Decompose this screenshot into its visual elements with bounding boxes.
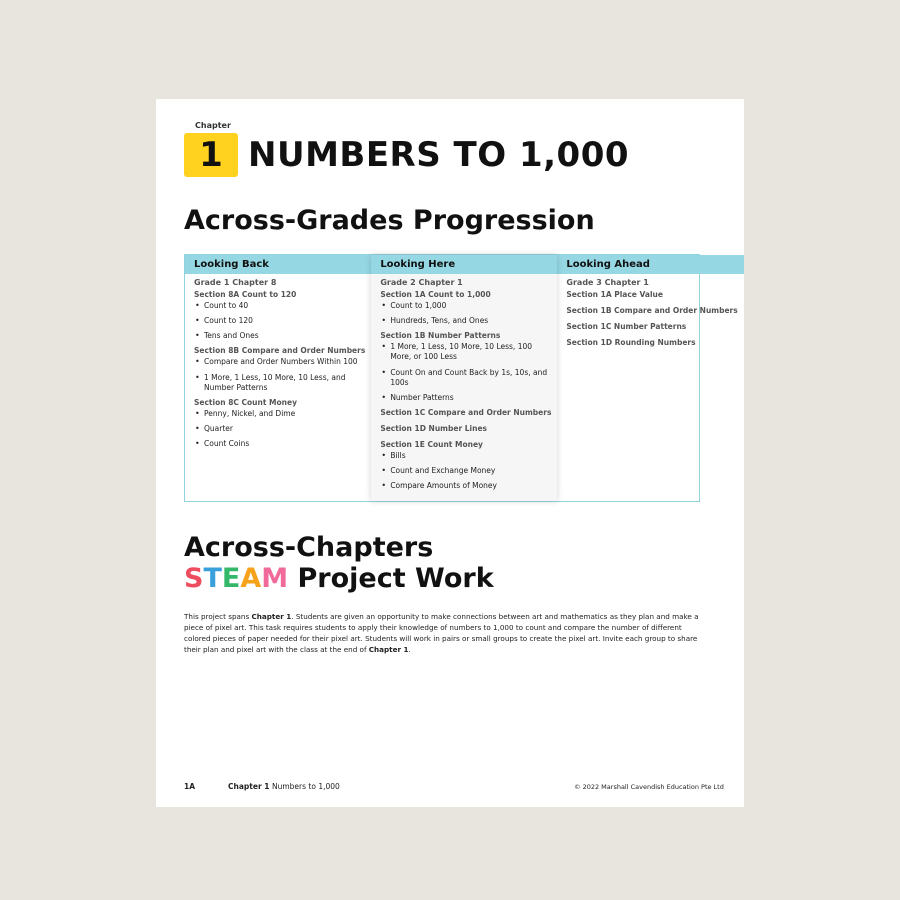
list-item: • Count to 1,000 [380, 301, 551, 311]
section-list [194, 301, 365, 341]
section-list [194, 409, 365, 449]
list-item: • Quarter [194, 424, 365, 434]
footer-page-number: 1A [184, 782, 196, 791]
chapter-label: Chapter [195, 121, 231, 130]
progression-heading: Across-Grades Progression [184, 205, 595, 236]
column-looking-ahead [557, 255, 743, 501]
section-title: Section 8B Compare and Order Numbers [194, 346, 366, 356]
list-item: • Penny, Nickel, and Dime [194, 409, 365, 419]
section-title: Section 1E Count Money [380, 439, 483, 449]
section-title: Section 1B Number Patterns [380, 331, 501, 341]
paragraph-text: . [408, 645, 411, 655]
steam-heading-rest: Project Work [288, 563, 494, 594]
chapter-number-badge [184, 133, 238, 177]
section-title: Section 1A Count to 1,000 [380, 290, 491, 299]
steam-heading [184, 563, 494, 594]
section-title: Section 1D Rounding Numbers [566, 338, 696, 347]
footer-copyright: © 2022 Marshall Cavendish Education Pte Ltd [574, 783, 724, 791]
list-item: • 1 More, 1 Less, 10 More, 10 Less, and Number Patterns [194, 373, 365, 393]
steam-letter-m: M [261, 563, 289, 594]
chapter-number: 1 [199, 135, 223, 175]
column-looking-here [371, 255, 557, 501]
column-header: Looking Here [371, 255, 557, 274]
section-title: Section 8A Count to 120 [194, 290, 297, 299]
paragraph-bold: Chapter 1 [368, 645, 409, 655]
paragraph-text: This project spans [184, 612, 252, 621]
column-looking-back [185, 255, 371, 501]
steam-letter-t: T [203, 563, 222, 594]
list-item: • Compare Amounts of Money [380, 481, 551, 491]
section-title: Section 1C Number Patterns [566, 322, 687, 331]
section-list [380, 451, 551, 491]
steam-letter-e: E [221, 563, 241, 594]
column-header: Looking Ahead [557, 255, 743, 274]
footer-chapter: Chapter 1 [228, 782, 270, 791]
section-list [380, 301, 551, 326]
paragraph-bold: Chapter 1 [251, 612, 292, 621]
grade-label: Grade 3 Chapter 1 [566, 278, 649, 287]
section-title: Section 1B Compare and Order Numbers [566, 306, 738, 315]
progression-table [184, 254, 738, 502]
list-item: • Count On and Count Back by 1s, 10s, and 100s [380, 368, 551, 388]
section-list [380, 342, 551, 403]
steam-letter-s: S [184, 563, 204, 594]
document-page [156, 99, 744, 807]
list-item: • Count to 40 [194, 301, 365, 311]
list-item: • Hundreds, Tens, and Ones [380, 316, 551, 326]
project-description [184, 611, 702, 656]
list-item: • Bills [380, 451, 551, 461]
list-item: • Count to 120 [194, 316, 365, 326]
footer-title: Numbers to 1,000 [272, 782, 340, 791]
section-title: Section 1C Compare and Order Numbers [380, 407, 552, 417]
column-header: Looking Back [185, 255, 371, 274]
section-title: Section 8C Count Money [194, 397, 297, 407]
list-item: • 1 More, 1 Less, 10 More, 10 Less, 100 More, or 100 Less [380, 342, 551, 362]
list-item: • Compare and Order Numbers Within 100 [194, 357, 365, 367]
list-item: • Number Patterns [380, 393, 551, 403]
section-title: Section 1A Place Value [566, 290, 663, 299]
list-item: • Count Coins [194, 439, 365, 449]
chapters-heading: Across-Chapters [184, 532, 434, 563]
steam-letter-a: A [240, 563, 262, 594]
paragraph-text: . Students are given an opportunity to make connections between art and mathematics as they plan and make a piece of pixel art. This task requires students to apply their knowledge of numbers to 1,000 to count and compare the number of different colored pieces of paper needed for their pixel art. Students will work in pairs or small groups to create the pixel art. Invite each group to share their plan and pixel art with the class at the end of [184, 612, 699, 655]
list-item: • Count and Exchange Money [380, 466, 551, 476]
chapter-title: NUMBERS TO 1,000 [248, 135, 630, 175]
section-title: Section 1D Number Lines [380, 423, 487, 433]
grade-label: Grade 1 Chapter 8 [194, 278, 277, 287]
section-list [194, 357, 365, 392]
grade-label: Grade 2 Chapter 1 [380, 278, 463, 287]
list-item: • Tens and Ones [194, 331, 365, 341]
